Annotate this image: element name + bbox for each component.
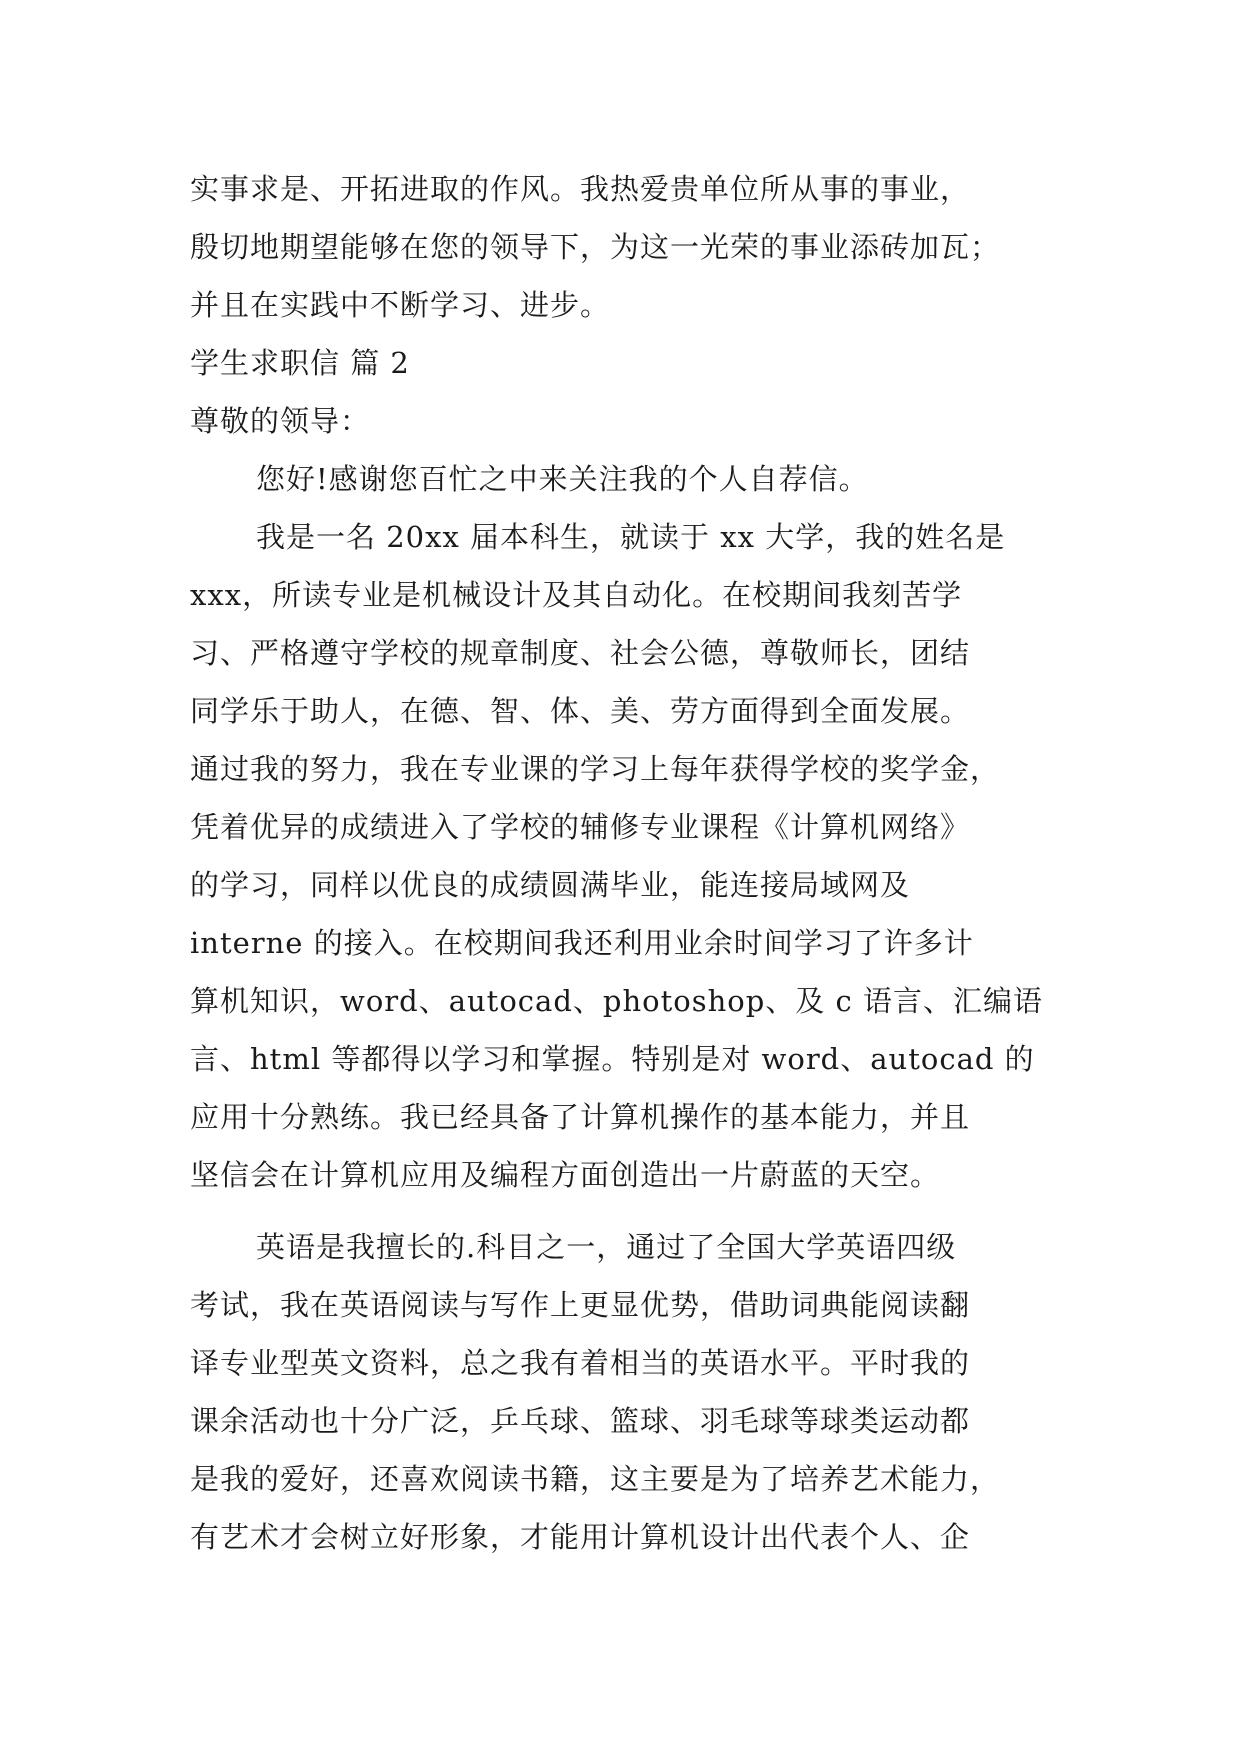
text-line: 课余活动也十分广泛，乒乓球、篮球、羽毛球等球类运动都 (190, 1404, 971, 1438)
text-line: 考试，我在英语阅读与写作上更显优势，借助词典能阅读翻 (190, 1288, 971, 1322)
text-line: 坚信会在计算机应用及编程方面创造出一片蔚蓝的天空。 (190, 1158, 941, 1192)
text-line: 实事求是、开拓进取的作风。我热爱贵单位所从事的事业， (190, 172, 971, 206)
text-line: 我是一名 20xx 届本科生，就读于 xx 大学，我的姓名是 (256, 520, 1006, 554)
text-line: interne 的接入。在校期间我还利用业余时间学习了许多计 (190, 926, 974, 960)
salutation: 尊敬的领导： (190, 404, 371, 438)
text-line: 您好!感谢您百忙之中来关注我的个人自荐信。 (256, 462, 869, 496)
text-line: 凭着优异的成绩进入了学校的辅修专业课程《计算机网络》 (190, 810, 971, 844)
paragraph-gap (190, 1204, 1060, 1218)
text-line: 算机知识，word、autocad、photoshop、及 c 语言、汇编语 (190, 984, 1043, 1018)
text-line: 应用十分熟练。我已经具备了计算机操作的基本能力，并且 (190, 1100, 971, 1134)
text-line: 殷切地期望能够在您的领导下，为这一光荣的事业添砖加瓦； (190, 230, 1001, 264)
text-line: 同学乐于助人，在德、智、体、美、劳方面得到全面发展。 (190, 694, 971, 728)
text-line: 习、严格遵守学校的规章制度、社会公德，尊敬师长，团结 (190, 636, 971, 670)
text-line: xxx，所读专业是机械设计及其自动化。在校期间我刻苦学 (190, 578, 963, 612)
text-line: 并且在实践中不断学习、进步。 (190, 288, 611, 322)
text-line: 是我的爱好，还喜欢阅读书籍，这主要是为了培养艺术能力， (190, 1462, 1001, 1496)
section-heading: 学生求职信 篇 2 (190, 346, 410, 380)
text-line: 言、html 等都得以学习和掌握。特别是对 word、autocad 的 (190, 1042, 1035, 1076)
text-line: 通过我的努力，我在专业课的学习上每年获得学校的奖学金， (190, 752, 1001, 786)
text-line: 有艺术才会树立好形象，才能用计算机设计出代表个人、企 (190, 1520, 971, 1554)
text-line: 的学习，同样以优良的成绩圆满毕业，能连接局域网及 (190, 868, 911, 902)
text-line: 英语是我擅长的.科目之一，通过了全国大学英语四级 (256, 1230, 957, 1264)
text-line: 译专业型英文资料，总之我有着相当的英语水平。平时我的 (190, 1346, 971, 1380)
letter-body (190, 160, 1060, 1566)
